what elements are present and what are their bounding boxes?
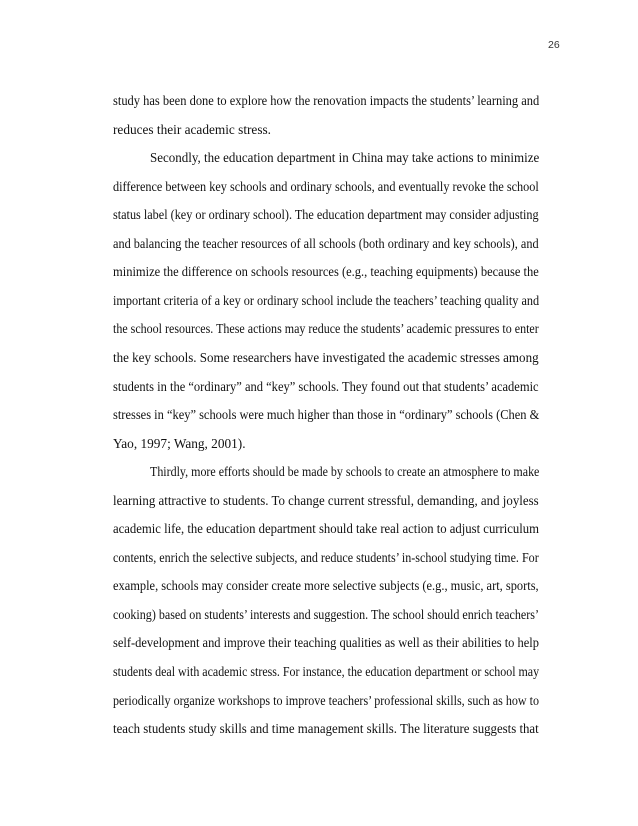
text-line: minimize the difference on schools resources (e.g., teaching equipments) because the [113,264,539,280]
text-line: Secondly, the education department in China may take actions to minimize [150,150,540,166]
page-number: 26 [548,39,560,51]
text-line: example, schools may consider create more selective subjects (e.g., music, art, sports, [113,578,539,594]
text-line: self-development and improve their teaching qualities as well as their abilities to help [113,635,539,651]
text-line: contents, enrich the selective subjects, and reduce students’ in-school studying time. For [113,549,539,565]
text-line: difference between key schools and ordinary schools, and eventually revoke the school [113,178,539,194]
text-line: academic life, the education department should take real action to adjust curriculum [113,521,540,537]
text-line: periodically organize workshops to improve teachers’ professional skills, such as how to [113,692,539,708]
text-line: important criteria of a key or ordinary school include the teachers’ teaching quality and [113,292,540,308]
text-line: the school resources. These actions may reduce the students’ academic pressures to enter [113,321,539,337]
text-line: cooking) based on students’ interests and suggestion. The school should enrich teachers’ [113,606,539,622]
text-line: students in the “ordinary” and “key” schools. They found out that students’ academic [113,378,539,394]
text-line: and balancing the teacher resources of all schools (both ordinary and key schools), and [113,235,539,251]
text-line: Thirdly, more efforts should be made by schools to create an atmosphere to make [150,464,540,480]
text-line: Yao, 1997; Wang, 2001). [113,435,246,451]
text-line: status label (key or ordinary school). The education department may consider adjusting [113,207,539,223]
text-line: students deal with academic stress. For instance, the education department or school may [113,664,540,679]
text-line: reduces their academic stress. [113,121,272,137]
text-line: stresses in “key” schools were much higher than those in “ordinary” schools (Chen & [113,407,540,423]
text-line: study has been done to explore how the renovation impacts the students’ learning and [113,93,540,108]
text-line: teach students study skills and time management skills. The literature suggests that [113,721,539,737]
text-line: learning attractive to students. To change current stressful, demanding, and joyless [113,492,539,508]
text-line: the key schools. Some researchers have investigated the academic stresses among [113,349,539,365]
